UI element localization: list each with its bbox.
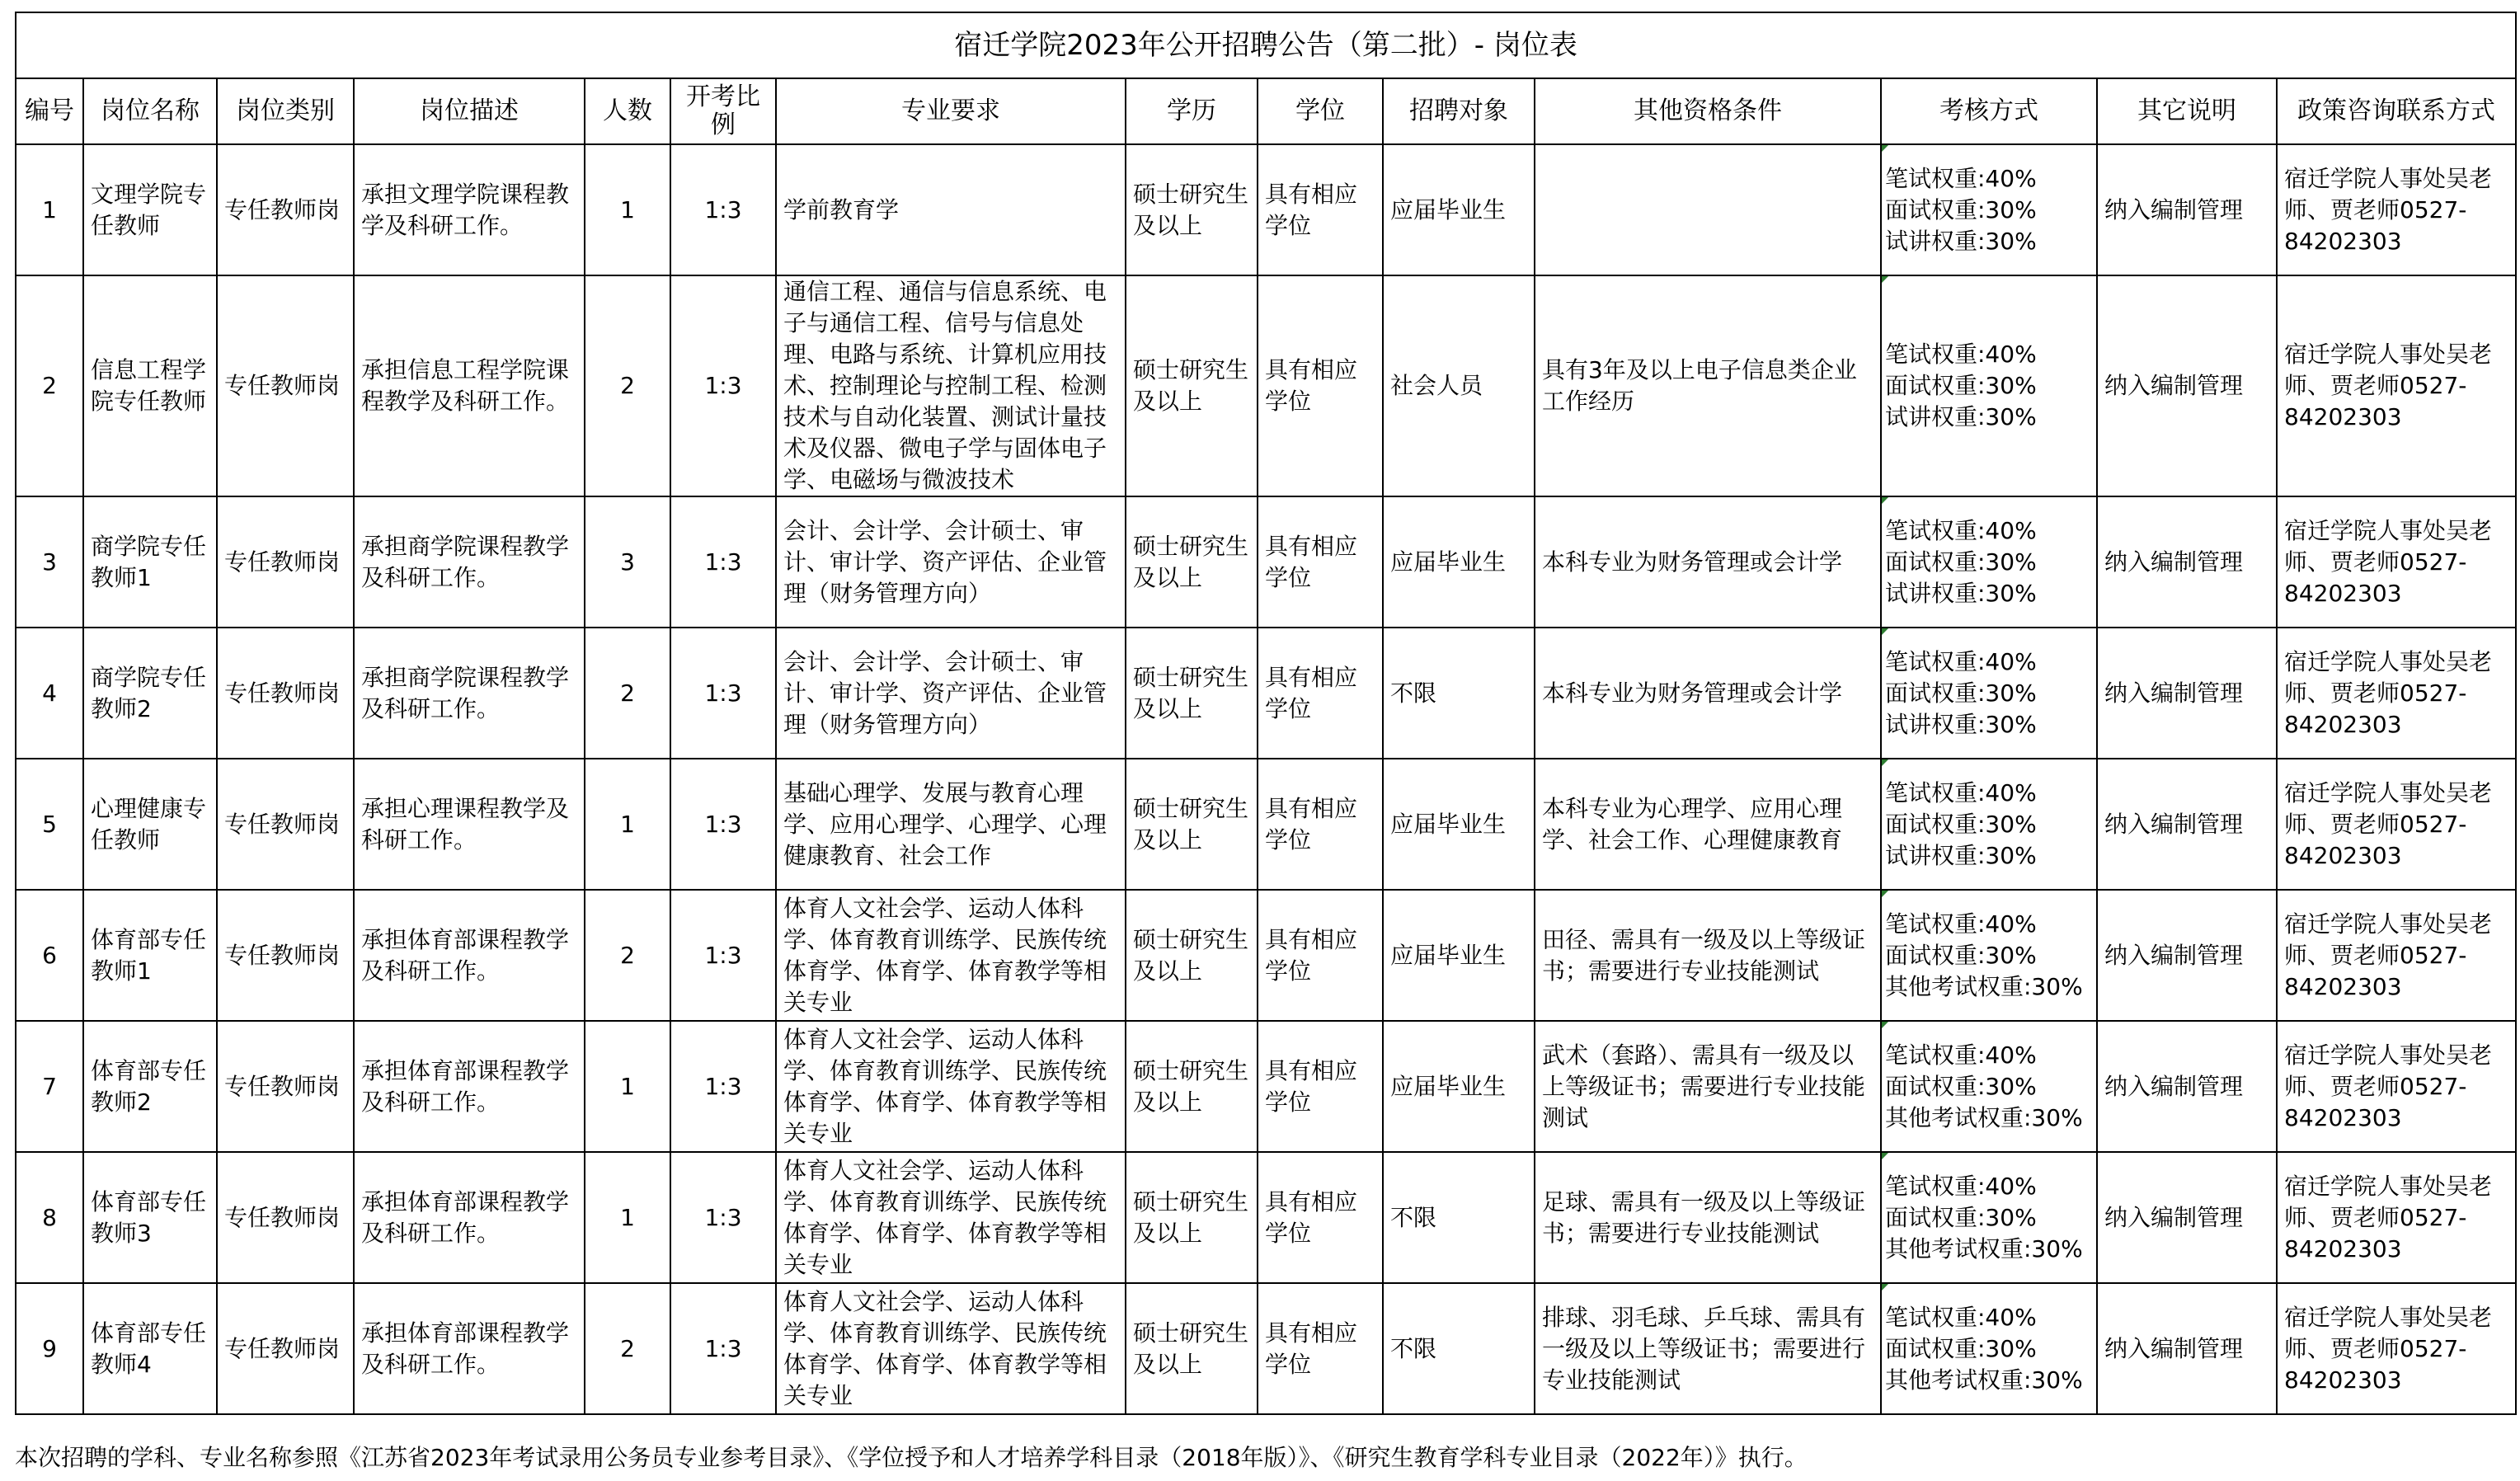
table-row <box>16 1152 2516 1283</box>
cell-assess <box>1881 759 2097 890</box>
table-row <box>16 759 2516 890</box>
cell-category: 专任教师岗 <box>217 628 354 759</box>
assess-line: 笔试权重:40% <box>1885 164 2037 192</box>
cell-desc: 承担体育部课程教学及科研工作。 <box>354 1021 585 1152</box>
cell-edu: 硕士研究生及以上 <box>1126 890 1258 1021</box>
assess-line: 面试权重:30% <box>1885 941 2037 969</box>
cell-note: 纳入编制管理 <box>2097 144 2277 275</box>
cell-count: 2 <box>585 890 670 1021</box>
cell-other: 排球、羽毛球、乒乓球、需具有一级及以上等级证书；需要进行专业技能测试 <box>1535 1283 1881 1414</box>
header-edu: 学历 <box>1126 78 1258 144</box>
assess-line: 面试权重:30% <box>1885 810 2037 838</box>
cell-count: 2 <box>585 1283 670 1414</box>
cell-category: 专任教师岗 <box>217 1021 354 1152</box>
cell-name: 体育部专任教师4 <box>83 1283 217 1414</box>
cell-major: 会计、会计学、会计硕士、审计、审计学、资产评估、企业管理（财务管理方向） <box>776 628 1126 759</box>
cell-degree: 具有相应学位 <box>1258 1152 1383 1283</box>
cell-other: 武术（套路）、需具有一级及以上等级证书；需要进行专业技能测试 <box>1535 1021 1881 1152</box>
assess-line: 其他考试权重:30% <box>1885 1234 2083 1262</box>
header-count: 人数 <box>585 78 670 144</box>
table-row <box>16 1021 2516 1152</box>
cell-assess <box>1881 1283 2097 1414</box>
cell-edu: 硕士研究生及以上 <box>1126 628 1258 759</box>
assess-line: 笔试权重:40% <box>1885 1303 2037 1331</box>
cell-desc: 承担体育部课程教学及科研工作。 <box>354 890 585 1021</box>
cell-assess <box>1881 628 2097 759</box>
header-other: 其他资格条件 <box>1535 78 1881 144</box>
cell-major: 学前教育学 <box>776 144 1126 275</box>
assess-line: 笔试权重:40% <box>1885 647 2037 675</box>
cell-edu: 硕士研究生及以上 <box>1126 1021 1258 1152</box>
header-target: 招聘对象 <box>1383 78 1535 144</box>
cell-no: 4 <box>16 628 83 759</box>
cell-other: 足球、需具有一级及以上等级证书；需要进行专业技能测试 <box>1535 1152 1881 1283</box>
assess-line: 面试权重:30% <box>1885 1334 2037 1362</box>
assess-line: 其他考试权重:30% <box>1885 1366 2083 1394</box>
cell-degree: 具有相应学位 <box>1258 759 1383 890</box>
footnote: 本次招聘的学科、专业名称参照《江苏省2023年考试录用公务员专业参考目录》、《学位授予和人才培养学科目录（2018年版）》、《研究生教育学科专业目录（2022年）》执行。 <box>15 1444 1808 1471</box>
assess-line: 笔试权重:40% <box>1885 1172 2037 1200</box>
job-table <box>15 12 2517 1415</box>
cell-no: 3 <box>16 496 83 628</box>
assess-line: 面试权重:30% <box>1885 372 2037 399</box>
cell-ratio: 1:3 <box>670 759 776 890</box>
cell-category: 专任教师岗 <box>217 890 354 1021</box>
assess-line: 试讲权重:30% <box>1885 710 2037 738</box>
assess-line: 笔试权重:40% <box>1885 516 2037 544</box>
assess-line: 试讲权重:30% <box>1885 227 2037 255</box>
cell-name: 文理学院专任教师 <box>83 144 217 275</box>
table-row <box>16 890 2516 1021</box>
assess-line: 面试权重:30% <box>1885 548 2037 576</box>
job-table-sheet <box>15 12 2515 1471</box>
cell-degree: 具有相应学位 <box>1258 144 1383 275</box>
cell-major: 基础心理学、发展与教育心理学、应用心理学、心理学、心理健康教育、社会工作 <box>776 759 1126 890</box>
cell-assess <box>1881 275 2097 496</box>
assess-line: 面试权重:30% <box>1885 195 2037 223</box>
cell-name: 体育部专任教师1 <box>83 890 217 1021</box>
cell-other: 具有3年及以上电子信息类企业工作经历 <box>1535 275 1881 496</box>
assess-line: 笔试权重:40% <box>1885 910 2037 938</box>
cell-category: 专任教师岗 <box>217 496 354 628</box>
cell-desc: 承担信息工程学院课程教学及科研工作。 <box>354 275 585 496</box>
cell-other: 本科专业为心理学、应用心理学、社会工作、心理健康教育 <box>1535 759 1881 890</box>
header-category: 岗位类别 <box>217 78 354 144</box>
cell-ratio: 1:3 <box>670 496 776 628</box>
cell-major: 体育人文社会学、运动人体科学、体育教育训练学、民族传统体育学、体育学、体育教学等相关专业 <box>776 1283 1126 1414</box>
cell-no: 8 <box>16 1152 83 1283</box>
cell-major: 体育人文社会学、运动人体科学、体育教育训练学、民族传统体育学、体育学、体育教学等相关专业 <box>776 890 1126 1021</box>
table-title: 宿迁学院2023年公开招聘公告（第二批）- 岗位表 <box>16 12 2516 78</box>
table-row <box>16 275 2516 496</box>
cell-edu: 硕士研究生及以上 <box>1126 1152 1258 1283</box>
table-row <box>16 496 2516 628</box>
cell-degree: 具有相应学位 <box>1258 1283 1383 1414</box>
cell-contact: 宿迁学院人事处吴老师、贾老师0527-84202303 <box>2277 144 2516 275</box>
table-row <box>16 1283 2516 1414</box>
cell-other <box>1535 144 1881 275</box>
header-contact: 政策咨询联系方式 <box>2277 78 2516 144</box>
cell-ratio: 1:3 <box>670 144 776 275</box>
cell-edu: 硕士研究生及以上 <box>1126 275 1258 496</box>
cell-target: 应届毕业生 <box>1383 144 1535 275</box>
header-ratio: 开考比例 <box>670 78 776 144</box>
cell-contact: 宿迁学院人事处吴老师、贾老师0527-84202303 <box>2277 496 2516 628</box>
cell-note: 纳入编制管理 <box>2097 628 2277 759</box>
cell-ratio: 1:3 <box>670 628 776 759</box>
cell-name: 体育部专任教师3 <box>83 1152 217 1283</box>
cell-count: 1 <box>585 144 670 275</box>
cell-desc: 承担心理课程教学及科研工作。 <box>354 759 585 890</box>
cell-desc: 承担商学院课程教学及科研工作。 <box>354 496 585 628</box>
cell-contact: 宿迁学院人事处吴老师、贾老师0527-84202303 <box>2277 1283 2516 1414</box>
cell-other: 本科专业为财务管理或会计学 <box>1535 628 1881 759</box>
table-row <box>16 628 2516 759</box>
cell-degree: 具有相应学位 <box>1258 275 1383 496</box>
cell-note: 纳入编制管理 <box>2097 275 2277 496</box>
cell-name: 体育部专任教师2 <box>83 1021 217 1152</box>
header-note: 其它说明 <box>2097 78 2277 144</box>
cell-count: 1 <box>585 1021 670 1152</box>
cell-desc: 承担文理学院课程教学及科研工作。 <box>354 144 585 275</box>
cell-target: 应届毕业生 <box>1383 759 1535 890</box>
assess-line: 试讲权重:30% <box>1885 841 2037 869</box>
cell-count: 1 <box>585 759 670 890</box>
cell-desc: 承担商学院课程教学及科研工作。 <box>354 628 585 759</box>
assess-line: 笔试权重:40% <box>1885 341 2037 368</box>
assess-line: 面试权重:30% <box>1885 1203 2037 1231</box>
header-assess: 考核方式 <box>1881 78 2097 144</box>
cell-no: 9 <box>16 1283 83 1414</box>
cell-name: 商学院专任教师2 <box>83 628 217 759</box>
cell-other: 本科专业为财务管理或会计学 <box>1535 496 1881 628</box>
cell-assess <box>1881 1152 2097 1283</box>
cell-assess <box>1881 890 2097 1021</box>
cell-target: 应届毕业生 <box>1383 496 1535 628</box>
cell-category: 专任教师岗 <box>217 759 354 890</box>
cell-note: 纳入编制管理 <box>2097 1021 2277 1152</box>
assess-line: 面试权重:30% <box>1885 1072 2037 1100</box>
cell-count: 3 <box>585 496 670 628</box>
cell-count: 1 <box>585 1152 670 1283</box>
cell-contact: 宿迁学院人事处吴老师、贾老师0527-84202303 <box>2277 890 2516 1021</box>
cell-desc: 承担体育部课程教学及科研工作。 <box>354 1152 585 1283</box>
cell-degree: 具有相应学位 <box>1258 1021 1383 1152</box>
cell-ratio: 1:3 <box>670 275 776 496</box>
cell-note: 纳入编制管理 <box>2097 1152 2277 1283</box>
header-row <box>16 78 2516 144</box>
table-row <box>16 144 2516 275</box>
cell-major: 体育人文社会学、运动人体科学、体育教育训练学、民族传统体育学、体育学、体育教学等相关专业 <box>776 1152 1126 1283</box>
assess-line: 试讲权重:30% <box>1885 579 2037 607</box>
cell-contact: 宿迁学院人事处吴老师、贾老师0527-84202303 <box>2277 1021 2516 1152</box>
cell-no: 7 <box>16 1021 83 1152</box>
header-no: 编号 <box>16 78 83 144</box>
cell-name: 商学院专任教师1 <box>83 496 217 628</box>
cell-other: 田径、需具有一级及以上等级证书；需要进行专业技能测试 <box>1535 890 1881 1021</box>
cell-count: 2 <box>585 628 670 759</box>
cell-major: 会计、会计学、会计硕士、审计、审计学、资产评估、企业管理（财务管理方向） <box>776 496 1126 628</box>
cell-edu: 硕士研究生及以上 <box>1126 759 1258 890</box>
cell-count: 2 <box>585 275 670 496</box>
cell-degree: 具有相应学位 <box>1258 496 1383 628</box>
cell-note: 纳入编制管理 <box>2097 1283 2277 1414</box>
cell-contact: 宿迁学院人事处吴老师、贾老师0527-84202303 <box>2277 1152 2516 1283</box>
cell-name: 心理健康专任教师 <box>83 759 217 890</box>
cell-target: 不限 <box>1383 628 1535 759</box>
cell-edu: 硕士研究生及以上 <box>1126 144 1258 275</box>
cell-target: 不限 <box>1383 1283 1535 1414</box>
cell-target: 应届毕业生 <box>1383 1021 1535 1152</box>
assess-line: 试讲权重:30% <box>1885 403 2037 430</box>
assess-line: 笔试权重:40% <box>1885 1041 2037 1069</box>
cell-major: 体育人文社会学、运动人体科学、体育教育训练学、民族传统体育学、体育学、体育教学等相关专业 <box>776 1021 1126 1152</box>
cell-edu: 硕士研究生及以上 <box>1126 496 1258 628</box>
header-name: 岗位名称 <box>83 78 217 144</box>
cell-assess <box>1881 144 2097 275</box>
cell-no: 6 <box>16 890 83 1021</box>
cell-contact: 宿迁学院人事处吴老师、贾老师0527-84202303 <box>2277 275 2516 496</box>
cell-note: 纳入编制管理 <box>2097 759 2277 890</box>
cell-desc: 承担体育部课程教学及科研工作。 <box>354 1283 585 1414</box>
cell-category: 专任教师岗 <box>217 144 354 275</box>
cell-contact: 宿迁学院人事处吴老师、贾老师0527-84202303 <box>2277 759 2516 890</box>
cell-ratio: 1:3 <box>670 1283 776 1414</box>
header-degree: 学位 <box>1258 78 1383 144</box>
cell-assess <box>1881 496 2097 628</box>
cell-note: 纳入编制管理 <box>2097 890 2277 1021</box>
cell-ratio: 1:3 <box>670 1152 776 1283</box>
header-major: 专业要求 <box>776 78 1126 144</box>
cell-ratio: 1:3 <box>670 890 776 1021</box>
assess-line: 其他考试权重:30% <box>1885 1103 2083 1131</box>
cell-no: 5 <box>16 759 83 890</box>
cell-no: 2 <box>16 275 83 496</box>
assess-line: 其他考试权重:30% <box>1885 972 2083 1000</box>
cell-note: 纳入编制管理 <box>2097 496 2277 628</box>
cell-ratio: 1:3 <box>670 1021 776 1152</box>
cell-no: 1 <box>16 144 83 275</box>
cell-major: 通信工程、通信与信息系统、电子与通信工程、信号与信息处理、电路与系统、计算机应用技术、控制理论与控制工程、检测技术与自动化装置、测试计量技术及仪器、微电子学与固体电子学、电磁场与微波技术 <box>776 275 1126 496</box>
cell-name: 信息工程学院专任教师 <box>83 275 217 496</box>
cell-assess <box>1881 1021 2097 1152</box>
cell-target: 应届毕业生 <box>1383 890 1535 1021</box>
cell-degree: 具有相应学位 <box>1258 628 1383 759</box>
cell-category: 专任教师岗 <box>217 275 354 496</box>
cell-category: 专任教师岗 <box>217 1152 354 1283</box>
cell-target: 社会人员 <box>1383 275 1535 496</box>
cell-target: 不限 <box>1383 1152 1535 1283</box>
cell-category: 专任教师岗 <box>217 1283 354 1414</box>
cell-edu: 硕士研究生及以上 <box>1126 1283 1258 1414</box>
cell-degree: 具有相应学位 <box>1258 890 1383 1021</box>
assess-line: 笔试权重:40% <box>1885 778 2037 806</box>
assess-line: 面试权重:30% <box>1885 679 2037 707</box>
header-desc: 岗位描述 <box>354 78 585 144</box>
cell-contact: 宿迁学院人事处吴老师、贾老师0527-84202303 <box>2277 628 2516 759</box>
